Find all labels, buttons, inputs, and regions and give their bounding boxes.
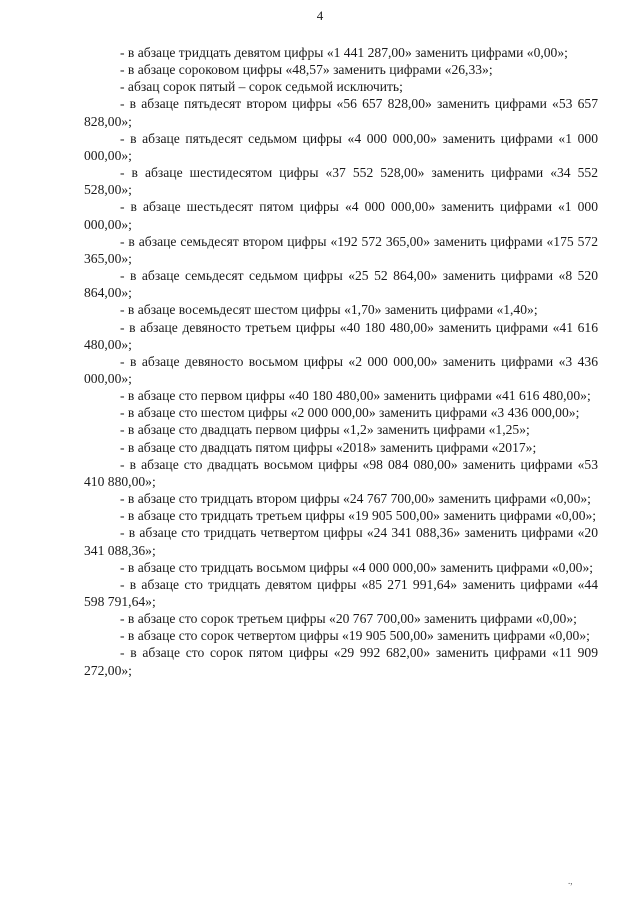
scan-mark: ., — [568, 876, 573, 886]
list-item: - в абзаце сто тридцать третьем цифры «19 905 500,00» заменить цифрами «0,00»; — [120, 508, 597, 524]
page-number: 4 — [316, 8, 324, 23]
list-item: - в абзаце сто двадцать восьмом цифры «98 084 080,00» заменить цифрами «53 410 880,00»; — [84, 456, 598, 489]
list-item: - в абзаце шестьдесят пятом цифры «4 000 000,00» заменить цифрами «1 000 000,00»; — [84, 199, 598, 232]
list-item: - в абзаце сто шестом цифры «2 000 000,00» заменить цифрами «3 436 000,00»; — [120, 405, 580, 421]
list-item: - в абзаце сто тридцать восьмом цифры «4 000 000,00» заменить цифрами «0,00»; — [120, 559, 594, 575]
list-item: - в абзаце семьдесят седьмом цифры «25 52 864,00» заменить цифрами «8 520 864,00»; — [84, 268, 598, 301]
list-item: - в абзаце семьдесят втором цифры «192 572 365,00» заменить цифрами «175 572 365,00»; — [84, 233, 598, 266]
list-item: - в абзаце сороковом цифры «48,57» заменить цифрами «26,33»; — [120, 62, 493, 78]
document-body — [84, 44, 598, 679]
list-item: - абзац сорок пятый – сорок седьмой исключить; — [120, 79, 403, 95]
list-item: - в абзаце сто тридцать втором цифры «24 767 700,00» заменить цифрами «0,00»; — [120, 491, 591, 507]
list-item: - в абзаце шестидесятом цифры «37 552 528,00» заменить цифрами «34 552 528,00»; — [84, 165, 598, 198]
list-item: - в абзаце тридцать девятом цифры «1 441 287,00» заменить цифрами «0,00»; — [120, 45, 568, 60]
list-item: - в абзаце пятьдесят седьмом цифры «4 000 000,00» заменить цифрами «1 000 000,00»; — [84, 130, 598, 163]
list-item: - в абзаце сто тридцать четвертом цифры «24 341 088,36» заменить цифрами «20 341 088,36»; — [84, 525, 598, 558]
list-item: - в абзаце сто сорок четвертом цифры «19 905 500,00» заменить цифрами «0,00»; — [120, 628, 590, 644]
list-item: - в абзаце сто двадцать пятом цифры «2018» заменить цифрами «2017»; — [120, 439, 537, 455]
list-item: - в абзаце девяносто третьем цифры «40 180 480,00» заменить цифрами «41 616 480,00»; — [84, 319, 598, 352]
list-item: - в абзаце восемьдесят шестом цифры «1,70» заменить цифрами «1,40»; — [120, 302, 538, 318]
list-item: - в абзаце сто первом цифры «40 180 480,00» заменить цифрами «41 616 480,00»; — [120, 388, 591, 404]
list-item: - в абзаце девяносто восьмом цифры «2 000 000,00» заменить цифрами «3 436 000,00»; — [84, 353, 598, 386]
list-item: - в абзаце пятьдесят втором цифры «56 657 828,00» заменить цифрами «53 657 828,00»; — [84, 96, 598, 129]
list-item: - в абзаце сто сорок третьем цифры «20 767 700,00» заменить цифрами «0,00»; — [120, 611, 577, 627]
list-item: - в абзаце сто двадцать первом цифры «1,2» заменить цифрами «1,25»; — [120, 422, 530, 438]
list-item: - в абзаце сто тридцать девятом цифры «85 271 991,64» заменить цифрами «44 598 791,64»; — [84, 576, 598, 609]
list-item: - в абзаце сто сорок пятом цифры «29 992 682,00» заменить цифрами «11 909 272,00»; — [84, 645, 598, 678]
